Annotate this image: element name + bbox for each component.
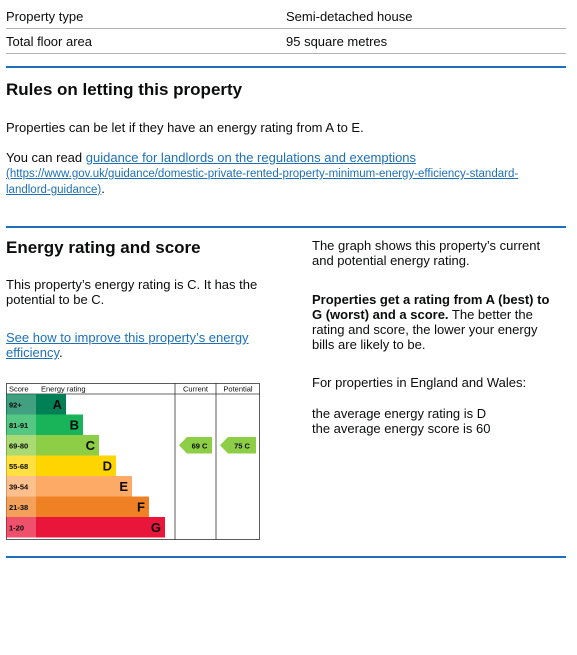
summary-row-property-type: [6, 4, 566, 29]
band-range-label: 81-91: [9, 421, 29, 430]
header-current: Current: [182, 384, 209, 394]
summary-value: Semi-detached house: [286, 8, 413, 24]
band-letter-label: G: [150, 520, 161, 535]
band-range-label: 55-68: [9, 462, 29, 471]
energy-rating-chart: [6, 383, 260, 545]
energy-rating-graph: [6, 383, 260, 540]
average-score-text: the average energy score is 60: [312, 421, 491, 436]
guidance-url-link[interactable]: [6, 168, 518, 196]
guidance-url-line2: landlord-guidance): [6, 184, 102, 196]
average-stats: [312, 406, 562, 436]
improve-suffix: .: [59, 345, 63, 360]
guidance-prefix: You can read: [6, 150, 86, 165]
potential-rating-label: 75 C: [234, 441, 250, 451]
band-range-label: 69-80: [9, 441, 29, 451]
guidance-suffix: .: [101, 181, 105, 196]
letting-heading: Rules on letting this property: [6, 80, 243, 99]
header-score: Score: [9, 384, 29, 394]
section-divider: [6, 226, 566, 228]
section-divider: [6, 66, 566, 68]
band-letter-label: C: [85, 438, 95, 453]
band-bar-e: [36, 476, 132, 497]
improve-paragraph: [6, 330, 271, 360]
guidance-url-line1: (https://www.gov.uk/guidance/domestic-private-rented-property-minimum-energy-efficiency-standard-: [6, 168, 519, 180]
band-letter-label: E: [119, 479, 128, 494]
band-letter-label: A: [52, 397, 62, 412]
summary-label: Total floor area: [6, 33, 92, 49]
energy-intro: This property’s energy rating is C. It has the potential to be C.: [6, 277, 258, 307]
letting-guidance-paragraph: [6, 150, 566, 197]
header-energy-rating: Energy rating: [41, 384, 86, 394]
rating-explanation: [312, 292, 562, 352]
improve-link-line1: See how to improve this property’s energy: [6, 330, 249, 345]
england-wales-text: For properties in England and Wales:: [312, 375, 527, 390]
header-potential: Potential: [223, 384, 253, 394]
band-bar-f: [36, 497, 149, 518]
band-letter-label: B: [69, 417, 79, 433]
band-range-label: 1-20: [9, 523, 25, 533]
letting-paragraph: Properties can be let if they have an energy rating from A to E.: [6, 120, 364, 135]
band-range-label: 39-54: [9, 482, 29, 492]
summary-value: 95 square metres: [286, 33, 388, 49]
band-bar-g: [36, 517, 165, 538]
summary-row-floor-area: [6, 29, 566, 54]
section-divider: [6, 556, 566, 558]
property-summary: [6, 4, 566, 54]
band-letter-label: F: [137, 499, 145, 515]
improve-link-line2: efficiency: [6, 345, 59, 360]
energy-heading: Energy rating and score: [6, 238, 201, 257]
band-letter-label: D: [102, 458, 112, 474]
rating-explanation-rest: The better the rating and score, the lower your energy bills are likely to be.: [312, 307, 538, 352]
average-rating-text: the average energy rating is D: [312, 406, 487, 421]
rating-explanation-bold: Properties get a rating from A (best) to G (worst) and a score.: [312, 292, 550, 322]
improve-efficiency-link[interactable]: [6, 330, 249, 360]
graph-description: The graph shows this property’s current and potential energy rating.: [312, 238, 541, 268]
band-range-label: 92+: [9, 400, 22, 410]
guidance-link[interactable]: guidance for landlords on the regulations and exemptions: [85, 150, 417, 165]
current-rating-label: 69 C: [191, 441, 208, 451]
summary-label: Property type: [6, 8, 84, 24]
band-range-label: 21-38: [9, 503, 29, 512]
